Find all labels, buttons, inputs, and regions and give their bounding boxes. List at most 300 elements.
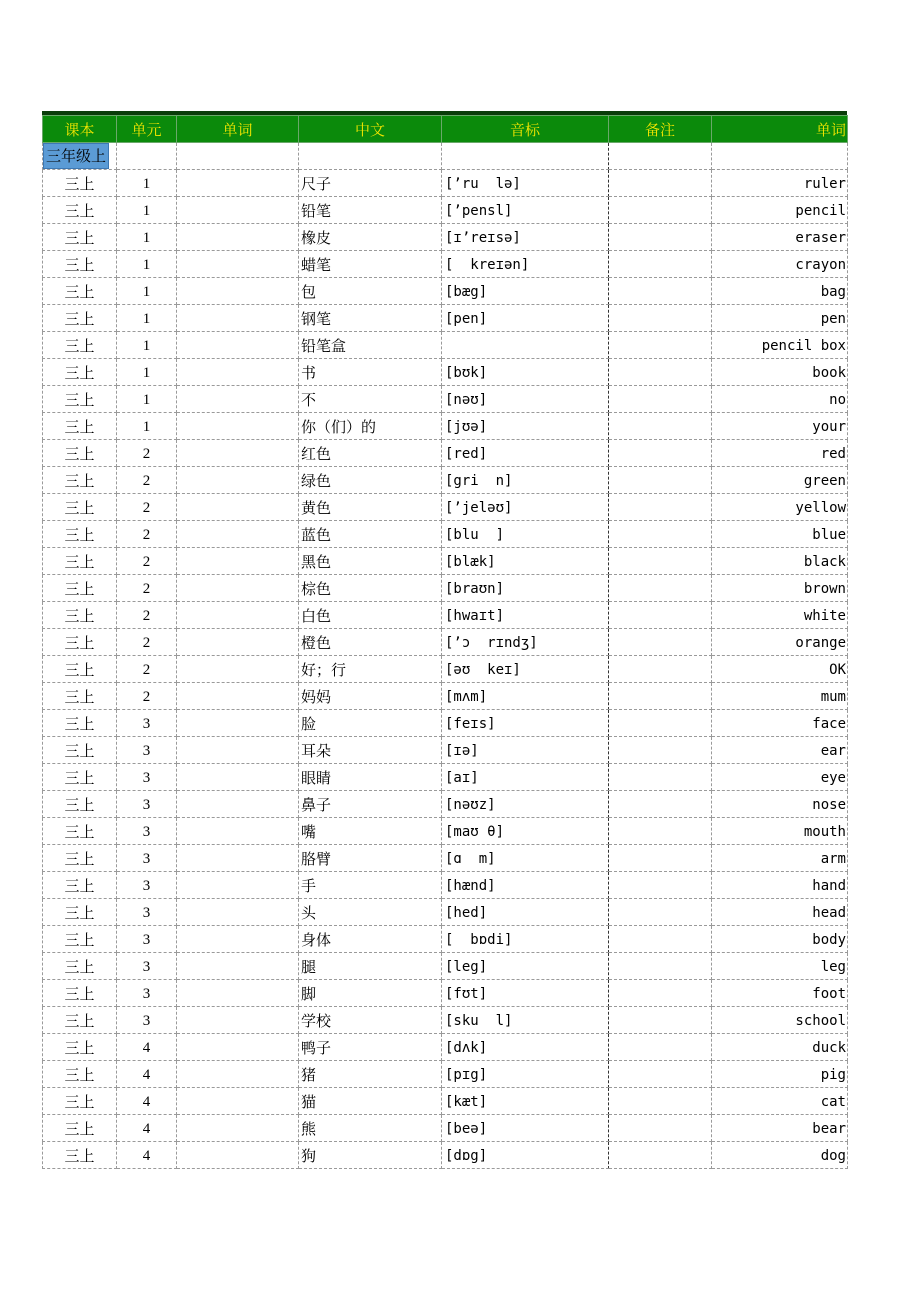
cell-chinese[interactable]: 黄色 [299,494,442,521]
cell-chinese[interactable]: 绿色 [299,467,442,494]
cell-textbook[interactable]: 三上 [43,872,117,899]
table-row [43,764,848,791]
cell-notes[interactable] [609,1061,712,1088]
cell-textbook[interactable]: 三上 [43,1142,117,1169]
table-row [43,629,848,656]
cell-word[interactable] [177,359,299,386]
cell-notes[interactable] [609,332,712,359]
table-cell[interactable] [117,143,177,170]
cell-word[interactable] [177,629,299,656]
cell-unit[interactable]: 2 [117,467,177,494]
cell-english-word[interactable]: no [712,386,848,413]
cell-word[interactable] [177,980,299,1007]
table-row [43,926,848,953]
cell-chinese[interactable]: 黑色 [299,548,442,575]
cell-word[interactable] [177,494,299,521]
cell-notes[interactable] [609,1034,712,1061]
cell-word[interactable] [177,386,299,413]
cell-notes[interactable] [609,899,712,926]
cell-phonetic[interactable]: [gri n] [442,467,609,494]
cell-word[interactable] [177,764,299,791]
cell-textbook[interactable]: 三上 [43,170,117,197]
cell-phonetic[interactable]: [bæg] [442,278,609,305]
cell-notes[interactable] [609,170,712,197]
cell-chinese[interactable]: 学校 [299,1007,442,1034]
cell-notes[interactable] [609,1088,712,1115]
cell-notes[interactable] [609,359,712,386]
cell-phonetic[interactable]: [pɪg] [442,1061,609,1088]
cell-textbook[interactable]: 三上 [43,467,117,494]
cell-unit[interactable]: 2 [117,602,177,629]
cell-english-word[interactable]: school [712,1007,848,1034]
cell-unit[interactable]: 3 [117,980,177,1007]
cell-english-word[interactable]: pencil [712,197,848,224]
cell-word[interactable] [177,710,299,737]
cell-notes[interactable] [609,224,712,251]
cell-chinese[interactable]: 鼻子 [299,791,442,818]
cell-word[interactable] [177,1142,299,1169]
cell-english-word[interactable]: bear [712,1115,848,1142]
cell-textbook[interactable]: 三上 [43,332,117,359]
cell-unit[interactable]: 2 [117,683,177,710]
cell-notes[interactable] [609,305,712,332]
table-row [43,575,848,602]
table-cell[interactable] [609,143,712,170]
cell-english-word[interactable]: pig [712,1061,848,1088]
cell-notes[interactable] [609,683,712,710]
cell-phonetic[interactable]: [hwaɪt] [442,602,609,629]
cell-english-word[interactable]: duck [712,1034,848,1061]
cell-english-word[interactable]: orange [712,629,848,656]
cell-english-word[interactable]: dog [712,1142,848,1169]
cell-notes[interactable] [609,197,712,224]
cell-word[interactable] [177,1115,299,1142]
cell-textbook[interactable]: 三上 [43,413,117,440]
cell-notes[interactable] [609,1142,712,1169]
cell-phonetic[interactable]: [blu ] [442,521,609,548]
cell-unit[interactable]: 3 [117,737,177,764]
cell-phonetic[interactable]: [mʌm] [442,683,609,710]
cell-chinese[interactable]: 红色 [299,440,442,467]
cell-unit[interactable]: 4 [117,1142,177,1169]
cell-unit[interactable]: 3 [117,791,177,818]
cell-english-word[interactable]: blue [712,521,848,548]
cell-english-word[interactable]: eye [712,764,848,791]
cell-word[interactable] [177,467,299,494]
cell-phonetic[interactable]: [bʊk] [442,359,609,386]
cell-english-word[interactable]: leg [712,953,848,980]
cell-word[interactable] [177,845,299,872]
cell-textbook[interactable]: 三上 [43,494,117,521]
cell-english-word[interactable]: OK [712,656,848,683]
cell-notes[interactable] [609,413,712,440]
cell-textbook[interactable]: 三上 [43,224,117,251]
cell-english-word[interactable]: bag [712,278,848,305]
cell-textbook[interactable]: 三上 [43,305,117,332]
table-cell[interactable] [177,143,299,170]
cell-word[interactable] [177,521,299,548]
cell-notes[interactable] [609,467,712,494]
cell-phonetic[interactable]: [kæt] [442,1088,609,1115]
cell-phonetic[interactable]: [nəʊz] [442,791,609,818]
cell-chinese[interactable]: 橡皮 [299,224,442,251]
cell-chinese[interactable]: 妈妈 [299,683,442,710]
cell-word[interactable] [177,899,299,926]
header-english-word[interactable]: 单词 [712,116,848,143]
cell-textbook[interactable]: 三上 [43,197,117,224]
cell-chinese[interactable]: 包 [299,278,442,305]
cell-unit[interactable]: 4 [117,1115,177,1142]
cell-notes[interactable] [609,656,712,683]
cell-unit[interactable]: 2 [117,521,177,548]
cell-chinese[interactable]: 头 [299,899,442,926]
cell-english-word[interactable]: mum [712,683,848,710]
table-row [43,359,848,386]
header-unit[interactable]: 单元 [117,116,177,143]
cell-english-word[interactable]: green [712,467,848,494]
cell-phonetic[interactable]: [ kreɪən] [442,251,609,278]
cell-english-word[interactable]: cat [712,1088,848,1115]
cell-english-word[interactable]: pen [712,305,848,332]
cell-english-word[interactable]: hand [712,872,848,899]
header-notes[interactable]: 备注 [609,116,712,143]
cell-english-word[interactable]: brown [712,575,848,602]
cell-notes[interactable] [609,602,712,629]
cell-unit[interactable]: 1 [117,332,177,359]
cell-phonetic[interactable]: [leg] [442,953,609,980]
cell-chinese[interactable]: 猪 [299,1061,442,1088]
cell-unit[interactable]: 1 [117,224,177,251]
cell-notes[interactable] [609,737,712,764]
cell-textbook[interactable]: 三上 [43,953,117,980]
header-textbook[interactable]: 课本 [43,116,117,143]
cell-english-word[interactable]: your [712,413,848,440]
table-row [43,845,848,872]
cell-chinese[interactable]: 白色 [299,602,442,629]
cell-unit[interactable]: 1 [117,386,177,413]
cell-phonetic[interactable]: [dʌk] [442,1034,609,1061]
cell-textbook[interactable]: 三上 [43,575,117,602]
cell-phonetic[interactable]: [sku l] [442,1007,609,1034]
cell-word[interactable] [177,791,299,818]
cell-english-word[interactable]: pencil box [712,332,848,359]
cell-english-word[interactable]: mouth [712,818,848,845]
table-row [43,386,848,413]
cell-unit[interactable]: 1 [117,197,177,224]
cell-chinese[interactable]: 熊 [299,1115,442,1142]
vocabulary-table [42,115,848,1169]
cell-textbook[interactable]: 三上 [43,764,117,791]
cell-chinese[interactable]: 铅笔 [299,197,442,224]
cell-textbook[interactable]: 三上 [43,278,117,305]
cell-chinese[interactable]: 钢笔 [299,305,442,332]
cell-word[interactable] [177,224,299,251]
cell-unit[interactable]: 1 [117,251,177,278]
table-row [43,278,848,305]
cell-textbook[interactable]: 三上 [43,926,117,953]
cell-phonetic[interactable]: [aɪ] [442,764,609,791]
cell-unit[interactable]: 3 [117,953,177,980]
cell-word[interactable] [177,251,299,278]
table-row [43,602,848,629]
cell-chinese[interactable]: 耳朵 [299,737,442,764]
cell-phonetic[interactable]: [pen] [442,305,609,332]
cell-textbook[interactable]: 三上 [43,818,117,845]
cell-notes[interactable] [609,845,712,872]
cell-english-word[interactable]: ear [712,737,848,764]
cell-chinese[interactable]: 蜡笔 [299,251,442,278]
cell-english-word[interactable]: face [712,710,848,737]
cell-word[interactable] [177,305,299,332]
cell-textbook[interactable]: 三上 [43,710,117,737]
cell-word[interactable] [177,1007,299,1034]
cell-chinese[interactable]: 腿 [299,953,442,980]
cell-unit[interactable]: 3 [117,710,177,737]
table-row [43,170,848,197]
cell-english-word[interactable]: red [712,440,848,467]
cell-chinese[interactable]: 好；行 [299,656,442,683]
cell-notes[interactable] [609,926,712,953]
cell-phonetic[interactable]: [ʼpensl] [442,197,609,224]
cell-textbook[interactable]: 三上 [43,440,117,467]
cell-word[interactable] [177,683,299,710]
cell-word[interactable] [177,656,299,683]
cell-word[interactable] [177,332,299,359]
cell-textbook[interactable]: 三上 [43,1115,117,1142]
cell-unit[interactable]: 2 [117,575,177,602]
cell-phonetic[interactable]: [maʊ θ] [442,818,609,845]
cell-english-word[interactable]: black [712,548,848,575]
header-phonetic[interactable]: 音标 [442,116,609,143]
cell-unit[interactable]: 2 [117,629,177,656]
table-row [43,251,848,278]
cell-textbook[interactable]: 三上 [43,1034,117,1061]
cell-notes[interactable] [609,980,712,1007]
cell-textbook[interactable]: 三上 [43,899,117,926]
cell-unit[interactable]: 3 [117,764,177,791]
cell-unit[interactable]: 1 [117,413,177,440]
cell-textbook[interactable]: 三上 [43,683,117,710]
cell-unit[interactable]: 1 [117,305,177,332]
cell-notes[interactable] [609,251,712,278]
cell-chinese[interactable]: 狗 [299,1142,442,1169]
cell-notes[interactable] [609,575,712,602]
cell-unit[interactable]: 4 [117,1034,177,1061]
cell-phonetic[interactable]: [ɪʼreɪsə] [442,224,609,251]
cell-unit[interactable]: 3 [117,1007,177,1034]
cell-unit[interactable]: 2 [117,548,177,575]
cell-word[interactable] [177,413,299,440]
cell-chinese[interactable]: 嘴 [299,818,442,845]
cell-phonetic[interactable]: [ʼɔ rɪndʒ] [442,629,609,656]
table-cell[interactable] [299,143,442,170]
cell-notes[interactable] [609,1115,712,1142]
table-row [43,224,848,251]
cell-word[interactable] [177,170,299,197]
cell-english-word[interactable]: nose [712,791,848,818]
cell-word[interactable] [177,737,299,764]
table-row [43,899,848,926]
cell-word[interactable] [177,818,299,845]
table-row [43,1115,848,1142]
cell-phonetic[interactable]: [red] [442,440,609,467]
cell-notes[interactable] [609,872,712,899]
cell-unit[interactable]: 2 [117,656,177,683]
cell-phonetic[interactable]: [nəʊ] [442,386,609,413]
cell-chinese[interactable]: 橙色 [299,629,442,656]
cell-notes[interactable] [609,521,712,548]
table-row [43,1034,848,1061]
cell-chinese[interactable]: 书 [299,359,442,386]
cell-word[interactable] [177,548,299,575]
table-row [43,1007,848,1034]
cell-chinese[interactable]: 身体 [299,926,442,953]
cell-chinese[interactable]: 手 [299,872,442,899]
table-row [43,1061,848,1088]
cell-notes[interactable] [609,1007,712,1034]
cell-phonetic[interactable]: [feɪs] [442,710,609,737]
cell-phonetic[interactable]: [hed] [442,899,609,926]
table-row [43,980,848,1007]
cell-unit[interactable]: 4 [117,1061,177,1088]
cell-chinese[interactable]: 胳臂 [299,845,442,872]
cell-textbook[interactable]: 三上 [43,791,117,818]
cell-phonetic[interactable]: [braʊn] [442,575,609,602]
cell-textbook[interactable]: 三上 [43,602,117,629]
cell-english-word[interactable]: body [712,926,848,953]
cell-word[interactable] [177,197,299,224]
table-row [43,683,848,710]
cell-textbook[interactable]: 三上 [43,1061,117,1088]
cell-phonetic[interactable]: [beə] [442,1115,609,1142]
cell-word[interactable] [177,278,299,305]
header-word[interactable]: 单词 [177,116,299,143]
cell-phonetic[interactable]: [ɪə] [442,737,609,764]
cell-chinese[interactable]: 你（们）的 [299,413,442,440]
table-row [43,1142,848,1169]
cell-notes[interactable] [609,791,712,818]
cell-unit[interactable]: 1 [117,359,177,386]
cell-textbook[interactable]: 三上 [43,845,117,872]
table-row [43,1088,848,1115]
cell-notes[interactable] [609,440,712,467]
cell-chinese[interactable]: 铅笔盒 [299,332,442,359]
cell-phonetic[interactable]: [ʼru lə] [442,170,609,197]
table-row [43,791,848,818]
cell-word[interactable] [177,872,299,899]
cell-phonetic[interactable]: [blæk] [442,548,609,575]
cell-textbook[interactable]: 三上 [43,386,117,413]
cell-textbook[interactable]: 三上 [43,521,117,548]
cell-textbook[interactable]: 三上 [43,251,117,278]
cell-phonetic[interactable]: [jʊə] [442,413,609,440]
table-cell[interactable] [442,143,609,170]
cell-textbook[interactable]: 三上 [43,737,117,764]
cell-unit[interactable]: 1 [117,278,177,305]
cell-word[interactable] [177,1088,299,1115]
cell-phonetic[interactable]: [əʊ keɪ] [442,656,609,683]
cell-unit[interactable]: 4 [117,1088,177,1115]
cell-unit[interactable]: 1 [117,170,177,197]
cell-phonetic[interactable]: [ɑ m] [442,845,609,872]
cell-phonetic[interactable]: [dɒg] [442,1142,609,1169]
table-row [43,494,848,521]
cell-english-word[interactable]: book [712,359,848,386]
cell-unit[interactable]: 3 [117,872,177,899]
cell-chinese[interactable]: 不 [299,386,442,413]
cell-chinese[interactable]: 尺子 [299,170,442,197]
cell-english-word[interactable]: ruler [712,170,848,197]
cell-chinese[interactable]: 脸 [299,710,442,737]
header-chinese[interactable]: 中文 [299,116,442,143]
section-row [43,143,848,170]
section-cell[interactable] [43,143,117,170]
cell-notes[interactable] [609,278,712,305]
cell-word[interactable] [177,926,299,953]
cell-notes[interactable] [609,494,712,521]
cell-textbook[interactable]: 三上 [43,1088,117,1115]
cell-textbook[interactable]: 三上 [43,1007,117,1034]
table-row [43,548,848,575]
cell-notes[interactable] [609,764,712,791]
cell-chinese[interactable]: 棕色 [299,575,442,602]
cell-unit[interactable]: 3 [117,899,177,926]
cell-notes[interactable] [609,710,712,737]
cell-word[interactable] [177,575,299,602]
cell-english-word[interactable]: crayon [712,251,848,278]
cell-textbook[interactable]: 三上 [43,629,117,656]
cell-chinese[interactable]: 脚 [299,980,442,1007]
cell-english-word[interactable]: arm [712,845,848,872]
cell-unit[interactable]: 2 [117,440,177,467]
cell-word[interactable] [177,602,299,629]
cell-chinese[interactable]: 眼睛 [299,764,442,791]
cell-english-word[interactable]: head [712,899,848,926]
cell-phonetic[interactable]: [ʼjeləʊ] [442,494,609,521]
cell-english-word[interactable]: white [712,602,848,629]
cell-unit[interactable]: 3 [117,818,177,845]
cell-english-word[interactable]: yellow [712,494,848,521]
cell-notes[interactable] [609,818,712,845]
cell-word[interactable] [177,440,299,467]
table-row [43,521,848,548]
cell-chinese[interactable]: 蓝色 [299,521,442,548]
cell-phonetic[interactable] [442,332,609,359]
cell-notes[interactable] [609,953,712,980]
cell-word[interactable] [177,1034,299,1061]
cell-phonetic[interactable]: [ bɒdi] [442,926,609,953]
cell-textbook[interactable]: 三上 [43,980,117,1007]
cell-textbook[interactable]: 三上 [43,359,117,386]
cell-unit[interactable]: 3 [117,845,177,872]
cell-textbook[interactable]: 三上 [43,548,117,575]
cell-notes[interactable] [609,629,712,656]
cell-textbook[interactable]: 三上 [43,656,117,683]
cell-phonetic[interactable]: [fʊt] [442,980,609,1007]
cell-unit[interactable]: 3 [117,926,177,953]
cell-english-word[interactable]: foot [712,980,848,1007]
cell-word[interactable] [177,953,299,980]
cell-unit[interactable]: 2 [117,494,177,521]
cell-phonetic[interactable]: [hænd] [442,872,609,899]
cell-notes[interactable] [609,386,712,413]
cell-word[interactable] [177,1061,299,1088]
cell-notes[interactable] [609,548,712,575]
cell-chinese[interactable]: 猫 [299,1088,442,1115]
cell-english-word[interactable]: eraser [712,224,848,251]
table-cell[interactable] [712,143,848,170]
cell-chinese[interactable]: 鸭子 [299,1034,442,1061]
